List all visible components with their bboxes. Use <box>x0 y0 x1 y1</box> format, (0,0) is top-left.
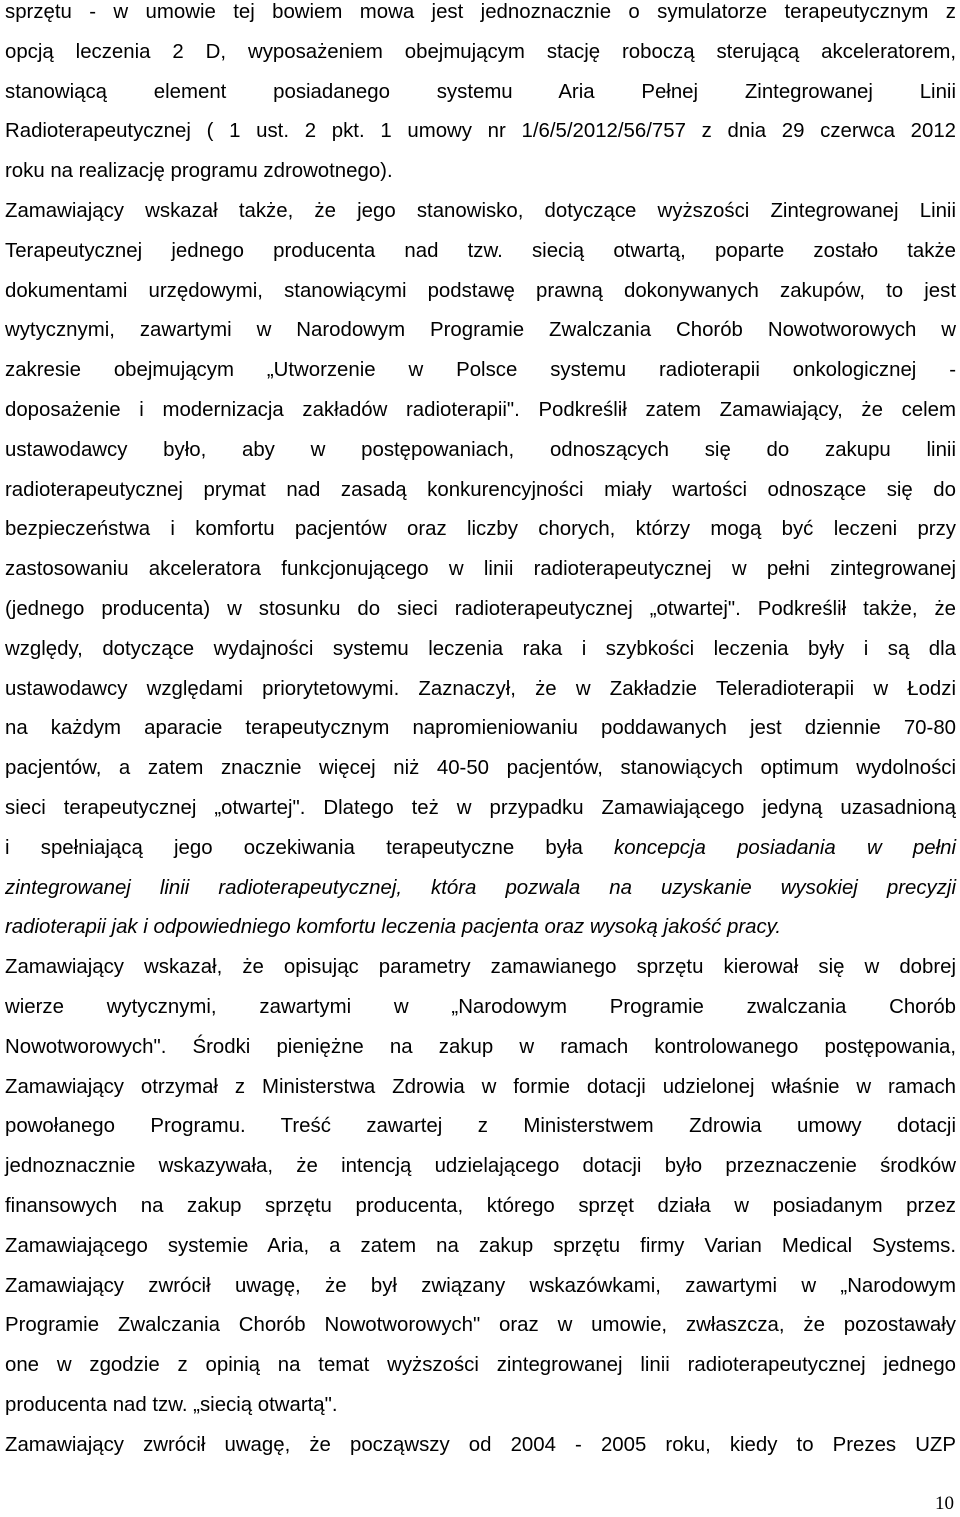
text-line-content: finansowych na zakup sprzętu producenta, którego sprzęt działa w posiadanym przez <box>5 1194 956 1217</box>
text-line <box>5 709 956 749</box>
text-line-content: doposażenie i modernizacja zakładów radioterapii". Podkreślił zatem Zamawiający, że celem <box>5 398 956 421</box>
text-line <box>5 670 956 710</box>
text-line-content: jednoznacznie wskazywała, że intencją udzielającego dotacji było przeznaczenie środków <box>5 1155 956 1178</box>
text-line-content: sieci terapeutycznej „otwartej". Dlatego też w przypadku Zamawiającego jedyną uzasadnioną <box>5 796 956 819</box>
text-line <box>5 590 956 630</box>
text-line-content: radioterapeutycznej prymat nad zasadą konkurencyjności miały wartości odnoszące się do <box>5 478 956 501</box>
text-line <box>5 112 956 152</box>
text-line <box>5 988 956 1028</box>
text-line-content: radioterapii jak i odpowiedniego komfortu leczenia pacjenta oraz wysoką jakość pracy. <box>5 916 782 939</box>
text-line-content: i spełniającą jego oczekiwania terapeutyczne była <box>5 836 615 859</box>
text-line-content: powołanego Programu. Treść zawartej z Ministerstwem Zdrowia umowy dotacji <box>5 1115 956 1138</box>
text-line-content: zastosowaniu akceleratora funkcjonującego w linii radioterapeutycznej w pełni zintegrowanej <box>5 558 956 581</box>
text-line <box>5 908 956 948</box>
text-line-content: zintegrowanej linii radioterapeutycznej, która pozwala na uzyskanie wysokiej precyzji <box>5 876 956 899</box>
text-line <box>5 789 956 829</box>
text-line <box>5 391 956 431</box>
text-line-content: wierze wytycznymi, zawartymi w „Narodowym Programie zwalczania Chorób <box>5 995 956 1018</box>
text-line-content: zakresie obejmującym „Utworzenie w Polsce systemu radioterapii onkologicznej - <box>5 359 956 382</box>
text-line <box>5 1028 956 1068</box>
text-line <box>5 471 956 511</box>
text-line-content: Terapeutycznej jednego producenta nad tzw. siecią otwartą, poparte zostało także <box>5 239 956 262</box>
text-line-content: Programie Zwalczania Chorób Nowotworowych" oraz w umowie, zwłaszcza, że pozostawały <box>5 1314 956 1337</box>
text-line <box>5 1107 956 1147</box>
text-line-content: bezpieczeństwa i komfortu pacjentów oraz liczby chorych, którzy mogą być leczeni przy <box>5 518 956 541</box>
text-line <box>5 1306 956 1346</box>
text-line-content: Zamawiającego systemie Aria, a zatem na zakup sprzętu firmy Varian Medical Systems. <box>5 1234 956 1257</box>
text-line-content: wytycznymi, zawartymi w Narodowym Programie Zwalczania Chorób Nowotworowych w <box>5 319 956 342</box>
text-line-content: Zamawiający wskazał także, że jego stanowisko, dotyczące wyższości Zintegrowanej Linii <box>5 199 956 222</box>
text-line <box>5 510 956 550</box>
text-line-content: sprzętu - w umowie tej bowiem mowa jest jednoznacznie o symulatorze terapeutycznym z <box>5 1 956 23</box>
text-line <box>5 1227 956 1267</box>
text-line <box>5 1068 956 1108</box>
page-number: 10 <box>935 1493 954 1514</box>
text-line-content: Zamawiający wskazał, że opisując parametry zamawianego sprzętu kierował się w dobrej <box>5 956 956 979</box>
text-line <box>5 1147 956 1187</box>
text-line-content: roku na realizację programu zdrowotnego). <box>5 160 393 183</box>
text-line <box>5 749 956 789</box>
text-line <box>5 0 956 33</box>
text-line-content: Radioterapeutycznej ( 1 ust. 2 pkt. 1 umowy nr 1/6/5/2012/56/757 z dnia 29 czerwca 2012 <box>5 120 956 143</box>
text-line <box>5 948 956 988</box>
text-line <box>5 869 956 909</box>
text-line-content: Zamawiający otrzymał z Ministerstwa Zdrowia w formie dotacji udzielonej właśnie w ramach <box>5 1075 956 1098</box>
text-line-content: Nowotworowych". Środki pieniężne na zakup w ramach kontrolowanego postępowania, <box>5 1035 956 1058</box>
text-line <box>5 1267 956 1307</box>
text-line-content: dokumentami urzędowymi, stanowiącymi podstawę prawną dokonywanych zakupów, to jest <box>5 279 956 302</box>
text-line-content: pacjentów, a zatem znacznie więcej niż 40-50 pacjentów, stanowiących optimum wydolności <box>5 757 956 780</box>
text-line <box>5 232 956 272</box>
text-line-content: opcją leczenia 2 D, wyposażeniem obejmującym stację roboczą sterującą akceleratorem, <box>5 40 956 63</box>
text-line <box>5 1346 956 1386</box>
text-line <box>5 351 956 391</box>
text-line <box>5 431 956 471</box>
text-line-content: stanowiącą element posiadanego systemu Aria Pełnej Zintegrowanej Linii <box>5 80 956 103</box>
text-line <box>5 73 956 113</box>
text-line-content: ustawodawcy względami priorytetowymi. Zaznaczył, że w Zakładzie Teleradioterapii w Łodzi <box>5 677 956 700</box>
text-line <box>5 33 956 73</box>
text-line-content: Zamawiający zwrócił uwagę, że był związany wskazówkami, zawartymi w „Narodowym <box>5 1274 956 1297</box>
text-line <box>5 630 956 670</box>
text-line <box>5 272 956 312</box>
text-line-content: względy, dotyczące wydajności systemu leczenia raka i szybkości leczenia były i są dla <box>5 637 956 660</box>
text-line-content: (jednego producenta) w stosunku do sieci radioterapeutycznej „otwartej". Podkreślił także, że <box>5 597 956 620</box>
text-line-italic-tail: koncepcja posiadania w pełni <box>614 836 956 859</box>
text-line <box>5 829 956 869</box>
text-line <box>5 1187 956 1227</box>
text-line-content: one w zgodzie z opinią na temat wyższości zintegrowanej linii radioterapeutycznej jednego <box>5 1354 956 1377</box>
document-body <box>5 0 956 1465</box>
text-line-content: na każdym aparacie terapeutycznym napromieniowaniu poddawanych jest dziennie 70-80 <box>5 717 956 740</box>
text-line-content: producenta nad tzw. „siecią otwartą". <box>5 1393 338 1416</box>
text-line <box>5 311 956 351</box>
text-line-content: Zamawiający zwrócił uwagę, że począwszy od 2004 - 2005 roku, kiedy to Prezes UZP <box>5 1433 956 1456</box>
text-line <box>5 152 956 192</box>
text-line-content: ustawodawcy było, aby w postępowaniach, odnoszących się do zakupu linii <box>5 438 956 461</box>
text-line <box>5 1426 956 1466</box>
text-line <box>5 192 956 232</box>
text-line <box>5 1386 956 1426</box>
text-line <box>5 550 956 590</box>
